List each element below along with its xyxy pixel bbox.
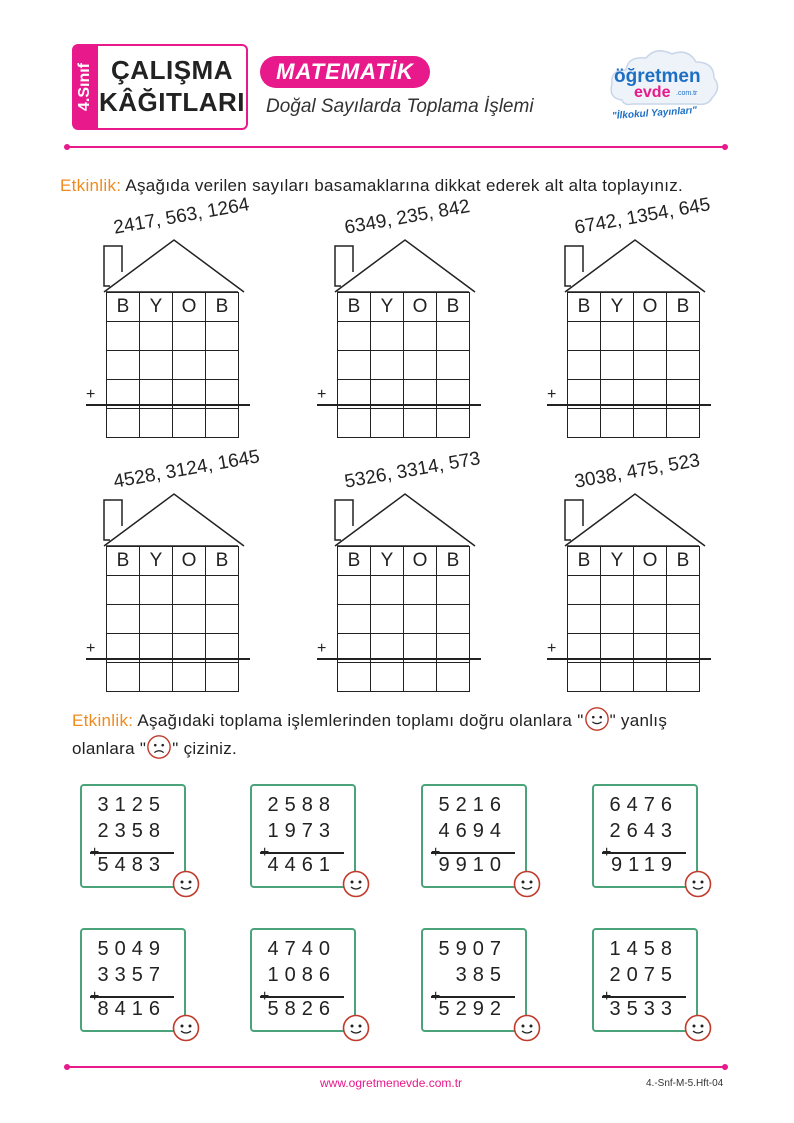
subject-badge: MATEMATİK [260, 56, 430, 88]
sum-line [317, 404, 481, 406]
place-value-grid [337, 546, 470, 692]
place-value-header: Y [601, 547, 634, 576]
place-value-header: B [107, 547, 140, 576]
addition-card [80, 784, 186, 888]
addend-1: 5907 [438, 938, 507, 960]
answer-cell[interactable] [404, 576, 437, 605]
answer-cell[interactable] [140, 409, 173, 438]
grade-tab [72, 44, 98, 130]
sum-result: 4461 [267, 854, 336, 876]
addend-2: 2075 [609, 964, 678, 986]
place-value-header: O [173, 293, 206, 322]
addend-2: 3357 [97, 964, 166, 986]
sum-line [547, 404, 711, 406]
answer-cell[interactable] [371, 576, 404, 605]
answer-cell[interactable] [173, 322, 206, 351]
answer-cell[interactable] [601, 351, 634, 380]
answer-cell[interactable] [437, 409, 470, 438]
addend-1: 6476 [609, 794, 678, 816]
sum-line [86, 658, 250, 660]
answer-cell[interactable] [568, 605, 601, 634]
answer-cell[interactable] [173, 605, 206, 634]
answer-cell[interactable] [568, 409, 601, 438]
place-value-header: B [338, 293, 371, 322]
sad-face-icon [146, 734, 172, 765]
sum-result: 5292 [438, 998, 507, 1020]
answer-face-icon[interactable] [684, 870, 712, 898]
answer-cell[interactable] [140, 576, 173, 605]
sum-result: 8416 [97, 998, 166, 1020]
answer-cell[interactable] [404, 409, 437, 438]
house-numbers: 5326, 3314, 573 [343, 448, 482, 493]
answer-cell[interactable] [107, 409, 140, 438]
place-value-header: Y [140, 293, 173, 322]
addend-2: 1973 [267, 820, 336, 842]
addend-1: 5216 [438, 794, 507, 816]
place-value-grid [567, 292, 700, 438]
answer-face-icon[interactable] [172, 870, 200, 898]
activity2-text-a: Aşağıdaki toplama işlemlerinden toplamı doğru olanlara " [133, 710, 584, 730]
plus-sign: + [547, 386, 557, 403]
answer-face-icon[interactable] [342, 870, 370, 898]
answer-cell[interactable] [634, 576, 667, 605]
addition-card [80, 928, 186, 1032]
place-value-header: B [568, 293, 601, 322]
answer-cell[interactable] [140, 351, 173, 380]
addition-card [592, 928, 698, 1032]
answer-cell[interactable] [206, 409, 239, 438]
place-value-header: B [667, 547, 700, 576]
place-value-header: Y [371, 293, 404, 322]
place-value-header: Y [140, 547, 173, 576]
logo-word2: evde [634, 84, 671, 101]
title-line1: ÇALIŞMA [111, 55, 233, 85]
answer-cell[interactable] [667, 351, 700, 380]
footer-divider [68, 1066, 724, 1068]
place-value-grid [106, 546, 239, 692]
place-value-header: B [568, 547, 601, 576]
addend-2: 2358 [97, 820, 166, 842]
place-value-header: B [206, 547, 239, 576]
answer-cell[interactable] [634, 663, 667, 692]
house-addition-grid [537, 449, 737, 700]
addend-2: 4694 [438, 820, 507, 842]
answer-cell[interactable] [371, 409, 404, 438]
answer-face-icon[interactable] [342, 1014, 370, 1042]
answer-cell[interactable] [371, 322, 404, 351]
divider-dot [722, 144, 728, 150]
place-value-grid [106, 292, 239, 438]
answer-cell[interactable] [107, 351, 140, 380]
activity1-text: Aşağıda verilen sayıları basamaklarına dikkat ederek alt alta toplayınız. [121, 176, 684, 195]
answer-cell[interactable] [173, 409, 206, 438]
activity2-text-d: " çiziniz. [172, 738, 238, 758]
addend-2: 2643 [609, 820, 678, 842]
sum-result: 3533 [609, 998, 678, 1020]
answer-cell[interactable] [634, 351, 667, 380]
answer-cell[interactable] [140, 605, 173, 634]
grade-label: 4.Sınıf [76, 62, 93, 112]
header-divider [68, 146, 724, 148]
place-value-header: B [107, 293, 140, 322]
house-numbers: 4528, 3124, 1645 [112, 446, 262, 493]
answer-face-icon[interactable] [513, 870, 541, 898]
addition-card [421, 928, 527, 1032]
answer-cell[interactable] [667, 409, 700, 438]
answer-cell[interactable] [667, 605, 700, 634]
activity-keyword: Etkinlik: [72, 710, 134, 730]
place-value-grid [567, 546, 700, 692]
answer-cell[interactable] [206, 322, 239, 351]
answer-cell[interactable] [404, 351, 437, 380]
answer-cell[interactable] [107, 576, 140, 605]
answer-cell[interactable] [568, 663, 601, 692]
worksheet-title [98, 44, 248, 130]
answer-cell[interactable] [206, 663, 239, 692]
answer-cell[interactable] [338, 663, 371, 692]
answer-cell[interactable] [601, 409, 634, 438]
logo-subtitle: "İlkokul Yayınları" [611, 105, 698, 122]
answer-cell[interactable] [404, 322, 437, 351]
place-value-header: Y [371, 547, 404, 576]
house-numbers: 6742, 1354, 645 [573, 194, 712, 239]
house-numbers: 2417, 563, 1264 [112, 194, 251, 239]
house-addition-grid [307, 195, 507, 446]
place-value-header: B [667, 293, 700, 322]
addition-card [250, 928, 356, 1032]
answer-face-icon[interactable] [684, 1014, 712, 1042]
answer-cell[interactable] [140, 322, 173, 351]
answer-cell[interactable] [404, 605, 437, 634]
addend-1: 4740 [267, 938, 336, 960]
plus-sign: + [86, 386, 96, 403]
addend-1: 5049 [97, 938, 166, 960]
addend-1: 1458 [609, 938, 678, 960]
answer-cell[interactable] [568, 576, 601, 605]
answer-cell[interactable] [206, 576, 239, 605]
answer-cell[interactable] [404, 663, 437, 692]
activity2-instruction-line2 [72, 734, 237, 765]
answer-cell[interactable] [371, 351, 404, 380]
answer-cell[interactable] [371, 605, 404, 634]
answer-cell[interactable] [338, 576, 371, 605]
answer-cell[interactable] [173, 663, 206, 692]
footer-url[interactable]: www.ogretmenevde.com.tr [320, 1076, 463, 1090]
answer-cell[interactable] [338, 351, 371, 380]
divider-dot [64, 144, 70, 150]
answer-cell[interactable] [371, 663, 404, 692]
place-value-header: B [206, 293, 239, 322]
logo-word1: öğretmen [614, 66, 701, 87]
answer-cell[interactable] [173, 576, 206, 605]
answer-cell[interactable] [107, 663, 140, 692]
activity-keyword: Etkinlik: [60, 176, 122, 195]
divider-dot [64, 1064, 70, 1070]
house-addition-grid [307, 448, 507, 700]
place-value-header: O [404, 293, 437, 322]
answer-cell[interactable] [437, 322, 470, 351]
divider-dot [722, 1064, 728, 1070]
plus-sign: + [317, 640, 327, 657]
place-value-grid [337, 292, 470, 438]
answer-cell[interactable] [601, 576, 634, 605]
answer-cell[interactable] [437, 605, 470, 634]
answer-cell[interactable] [634, 322, 667, 351]
answer-cell[interactable] [634, 605, 667, 634]
place-value-header: B [437, 293, 470, 322]
place-value-header: O [634, 547, 667, 576]
answer-cell[interactable] [206, 605, 239, 634]
footer-code: 4.-Snf-M-5.Hft-04 [646, 1078, 724, 1089]
place-value-header: B [437, 547, 470, 576]
place-value-header: O [404, 547, 437, 576]
answer-cell[interactable] [667, 322, 700, 351]
happy-face-icon [584, 706, 610, 737]
answer-face-icon[interactable] [172, 1014, 200, 1042]
answer-cell[interactable] [667, 663, 700, 692]
place-value-header: O [634, 293, 667, 322]
answer-cell[interactable] [437, 663, 470, 692]
sum-line [86, 404, 250, 406]
sum-result: 9119 [610, 854, 678, 876]
sum-result: 5826 [267, 998, 336, 1020]
answer-face-icon[interactable] [513, 1014, 541, 1042]
sum-result: 5483 [97, 854, 166, 876]
answer-cell[interactable] [437, 351, 470, 380]
addend-1: 2588 [267, 794, 336, 816]
answer-cell[interactable] [568, 322, 601, 351]
activity2-text-c: olanlara " [72, 738, 147, 758]
answer-cell[interactable] [338, 409, 371, 438]
answer-cell[interactable] [437, 576, 470, 605]
house-addition-grid [76, 446, 276, 700]
addition-card [592, 784, 698, 888]
answer-cell[interactable] [601, 322, 634, 351]
sum-line [547, 658, 711, 660]
plus-sign: + [86, 640, 96, 657]
house-numbers: 3038, 475, 523 [573, 449, 702, 493]
place-value-header: O [173, 547, 206, 576]
answer-cell[interactable] [173, 351, 206, 380]
answer-cell[interactable] [634, 409, 667, 438]
answer-cell[interactable] [206, 351, 239, 380]
activity1-instruction [60, 176, 683, 196]
answer-cell[interactable] [338, 322, 371, 351]
house-numbers: 6349, 235, 842 [343, 195, 472, 239]
addend-2: 385 [455, 964, 507, 986]
answer-cell[interactable] [338, 605, 371, 634]
sum-line [317, 658, 481, 660]
logo-domain: .com.tr [676, 90, 698, 97]
house-addition-grid [76, 194, 276, 446]
activity2-text-b: " yanlış [609, 710, 668, 730]
answer-cell[interactable] [667, 576, 700, 605]
activity2-instruction-line1 [72, 706, 667, 737]
answer-cell[interactable] [107, 605, 140, 634]
answer-cell[interactable] [568, 351, 601, 380]
title-line2: KÂĞITLARI [98, 87, 246, 117]
answer-cell[interactable] [107, 322, 140, 351]
publisher-logo [604, 44, 724, 128]
addition-card [250, 784, 356, 888]
place-value-header: Y [601, 293, 634, 322]
house-addition-grid [537, 194, 737, 446]
addend-1: 3125 [97, 794, 166, 816]
topic-title: Doğal Sayılarda Toplama İşlemi [266, 96, 534, 117]
answer-cell[interactable] [601, 605, 634, 634]
place-value-header: B [338, 547, 371, 576]
plus-sign: + [317, 386, 327, 403]
answer-cell[interactable] [601, 663, 634, 692]
sum-result: 9910 [438, 854, 507, 876]
addend-2: 1086 [267, 964, 336, 986]
addition-card [421, 784, 527, 888]
plus-sign: + [547, 640, 557, 657]
answer-cell[interactable] [140, 663, 173, 692]
